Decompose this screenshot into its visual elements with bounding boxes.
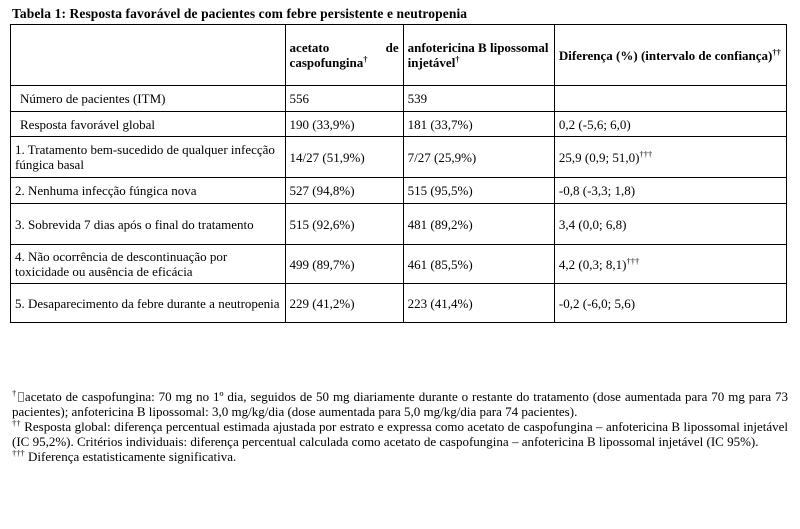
caspofungin-value: 515 (92,6%) [285,204,403,245]
table-row [11,86,787,112]
row-label: Resposta favorável global [11,112,286,137]
row-label: 4. Não ocorrência de descontinuação por toxicidade ou ausência de eficácia [11,245,286,284]
difference-value [554,204,786,245]
amphotericin-value: 181 (33,7%) [403,112,554,137]
difference-text: 0,2 (-5,6; 6,0) [558,116,631,132]
caspofungin-value: 527 (94,8%) [285,178,403,204]
caspofungin-value: 556 [285,86,403,112]
footnote [12,449,788,464]
difference-value [554,284,786,323]
difference-value [554,178,786,204]
difference-value [554,86,786,112]
row-label: 2. Nenhuma infecção fúngica nova [11,178,286,204]
amphotericin-value: 539 [403,86,554,112]
table-row [11,178,787,204]
header-amphotericin-mark: † [455,54,460,64]
significance-mark: ††† [626,255,640,266]
table-header-row [11,25,787,86]
table-title: Tabela 1: Resposta favorável de pacientes com febre persistente e neutropenia [12,6,468,21]
footnote [12,389,788,419]
missing-glyph-box-icon [18,392,24,402]
caspofungin-value: 14/27 (51,9%) [285,137,403,178]
amphotericin-value: 481 (89,2%) [403,204,554,245]
row-label: 3. Sobrevida 7 dias após o final do tratamento [11,204,286,245]
footnote-mark: †† [12,418,21,428]
results-table [10,24,787,323]
difference-value [554,245,786,284]
table-row [11,245,787,284]
table-row [11,112,787,137]
header-empty-cell [11,25,286,86]
difference-value [554,137,786,178]
difference-text: -0,2 (-6,0; 5,6) [558,295,636,311]
header-difference-label: Diferença (%) (intervalo de confiança) [558,47,773,63]
table-row [11,284,787,323]
caspofungin-value: 229 (41,2%) [285,284,403,323]
difference-text: -0,8 (-3,3; 1,8) [558,183,636,198]
footnote [12,419,788,449]
row-label: Número de pacientes (ITM) [11,86,286,112]
difference-text: 25,9 (0,9; 51,0) [558,149,640,165]
header-caspofungin-label: acetato de caspofungina [289,40,399,70]
amphotericin-value: 461 (85,5%) [403,245,554,284]
significance-mark: ††† [639,148,653,159]
difference-text: 3,4 (0,0; 6,8) [558,216,627,232]
table-row [11,204,787,245]
difference-value [554,112,786,137]
footnote-text: Resposta global: diferença percentual estimada ajustada por estrato e expressa como acetato de caspofungina – anfotericina B lipossomal injetável (IC 95,2%). Critérios individuais: diferença percentual calculada como acetato de caspofungina – anfotericina B lipossomal injetável (IC 95%). [12,419,788,449]
amphotericin-value: 7/27 (25,9%) [403,137,554,178]
amphotericin-value: 223 (41,4%) [403,284,554,323]
amphotericin-value: 515 (95,5%) [403,178,554,204]
header-amphotericin [403,25,554,86]
footnote-mark: ††† [12,448,25,458]
header-caspofungin [285,25,403,86]
header-difference-mark: †† [772,46,781,57]
footnote-text: Diferença estatisticamente significativa. [24,449,237,464]
header-difference [554,25,786,86]
difference-text: 4,2 (0,3; 8,1) [558,256,627,272]
footnote-text: acetato de caspofungina: 70 mg no 1º dia, seguidos de 50 mg diariamente durante o restante do tratamento (dose aumentada para 70 mg para 73 pacientes); anfotericina B lipossomal: 3,0 mg/kg/dia (dose aumentada para 5,0 mg/kg/dia para 74 pacientes). [12,389,789,419]
header-amphotericin-label: anfotericina B lipossomal injetável [407,40,549,70]
caspofungin-value: 499 (89,7%) [285,245,403,284]
row-label: 1. Tratamento bem-sucedido de qualquer infecção fúngica basal [11,137,286,178]
footnote-mark: † [12,388,17,398]
caspofungin-value: 190 (33,9%) [285,112,403,137]
footnotes [12,389,788,464]
row-label: 5. Desaparecimento da febre durante a neutropenia [11,284,286,323]
header-caspofungin-mark: † [363,54,368,64]
table-row [11,137,787,178]
